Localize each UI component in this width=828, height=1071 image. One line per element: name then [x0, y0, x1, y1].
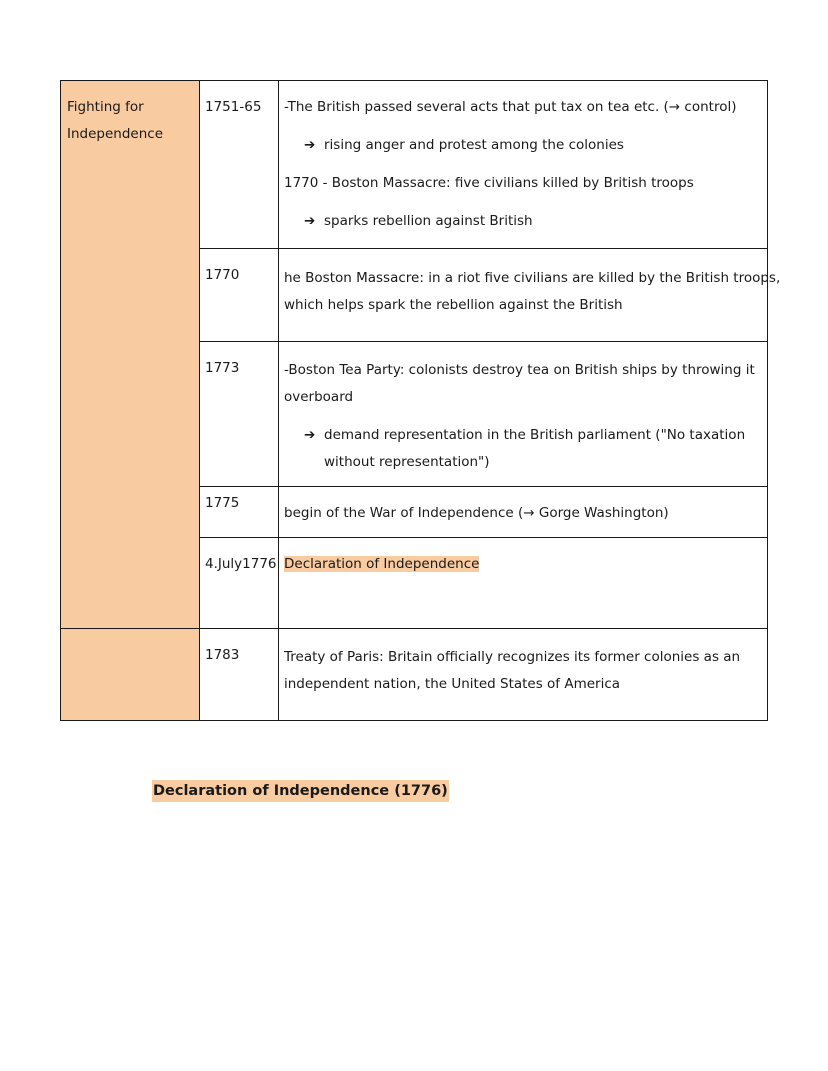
date-label: 1751-65	[205, 99, 262, 115]
table-row	[61, 81, 768, 249]
event-text: overboard	[284, 389, 354, 405]
event-text: Treaty of Paris: Britain officially recognizes its former colonies as an	[284, 649, 741, 665]
event-text: independent nation, the United States of America	[284, 676, 621, 692]
topic-label: Fighting for	[67, 99, 144, 115]
date-label: 1783	[205, 647, 240, 663]
event-text: begin of the War of Independence (→ Gorge Washington)	[284, 505, 669, 521]
event-cell	[279, 487, 768, 538]
event-text: he Boston Massacre: in a riot five civilians are killed by the British troops,	[284, 270, 781, 286]
event-cell	[279, 342, 768, 487]
arrow-icon: ➔	[304, 137, 316, 153]
date-cell	[200, 81, 279, 249]
event-consequence	[284, 422, 762, 449]
topic-label: Independence	[67, 126, 164, 142]
arrow-icon: ➔	[304, 427, 316, 443]
event-text: sparks rebellion against British	[324, 213, 533, 229]
date-label: 1770	[205, 267, 240, 283]
date-cell	[200, 342, 279, 487]
event-cell	[279, 629, 768, 721]
table-row	[61, 629, 768, 721]
event-consequence	[284, 208, 762, 235]
event-consequence	[284, 132, 762, 159]
highlighted-event: Declaration of Independence	[284, 556, 480, 572]
arrow-icon: ➔	[304, 213, 316, 229]
date-cell	[200, 538, 279, 629]
topic-cell-empty	[61, 629, 200, 721]
date-label: 1773	[205, 360, 240, 376]
date-cell	[200, 629, 279, 721]
event-text: -Boston Tea Party: colonists destroy tea on British ships by throwing it	[284, 362, 755, 378]
timeline-table	[60, 80, 781, 721]
section-heading: Declaration of Independence (1776)	[152, 780, 449, 802]
date-cell	[200, 249, 279, 342]
event-text: rising anger and protest among the colonies	[324, 137, 624, 153]
event-cell	[279, 81, 768, 249]
date-label: 1775	[205, 495, 240, 511]
date-cell	[200, 487, 279, 538]
event-cell	[279, 249, 781, 342]
event-text: -The British passed several acts that put tax on tea etc. (→ control)	[284, 99, 737, 115]
date-label: 4.July1776	[205, 556, 277, 572]
event-text: demand representation in the British parliament ("No taxation	[324, 427, 746, 443]
event-text	[284, 551, 762, 578]
topic-cell-fighting-for-independence	[61, 81, 200, 629]
event-cell	[279, 538, 768, 629]
event-text: without representation")	[324, 454, 490, 470]
event-text: 1770 - Boston Massacre: five civilians killed by British troops	[284, 175, 694, 191]
event-text: which helps spark the rebellion against the British	[284, 297, 623, 313]
